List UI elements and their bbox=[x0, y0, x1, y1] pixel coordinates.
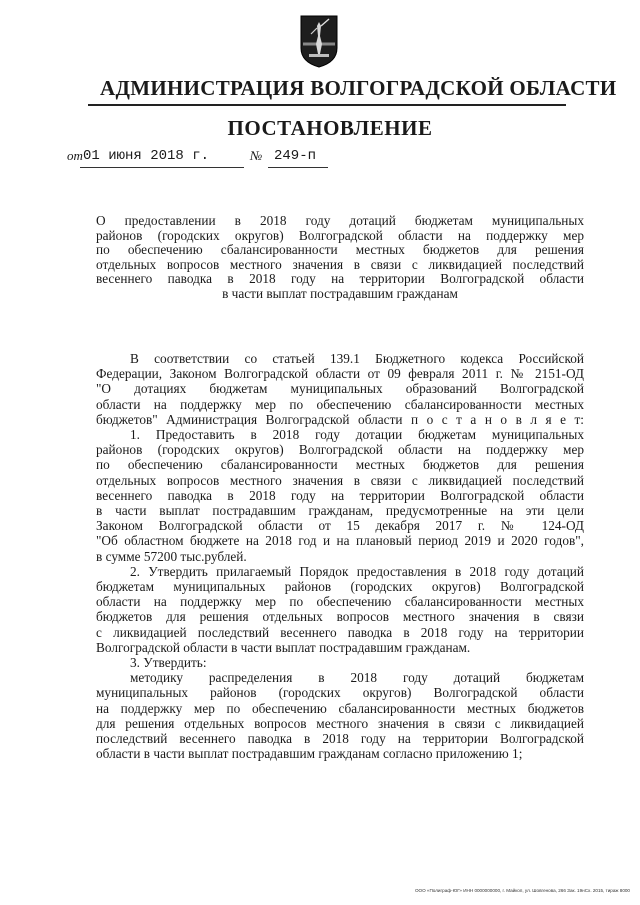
title-line: районов (городских округов) Волгоградской области на поддержку мер bbox=[96, 227, 584, 243]
body-line: "Об областном бюджете на 2018 год и на плановый период 2019 и 2020 годов", bbox=[96, 533, 584, 549]
body-line: весеннего паводка в 2018 году на территории Волгоградской области bbox=[96, 487, 584, 503]
body-line: области на поддержку мер по обеспечению сбалансированности местных bbox=[96, 396, 584, 412]
body-line: последствий весеннего паводка в 2018 году на территории Волгоградской bbox=[96, 731, 584, 747]
document-date: 01 июня 2018 г. bbox=[80, 148, 244, 168]
document-type-heading: ПОСТАНОВЛЕНИЕ bbox=[227, 116, 433, 140]
body-line: 1. Предоставить в 2018 году дотации бюджетам муниципальных bbox=[130, 427, 584, 443]
body-line: В соответствии со статьей 139.1 Бюджетного кодекса Российской bbox=[130, 351, 584, 366]
body-line: области на поддержку мер по обеспечению сбалансированности местных bbox=[96, 594, 584, 610]
body-line: Федерации, Законом Волгоградской области от 09 февраля 2011 г. № 2151-ОД bbox=[96, 366, 584, 382]
date-label: от bbox=[67, 148, 83, 163]
document-body bbox=[96, 351, 584, 761]
body-line: по обеспечению сбалансированности местных бюджетов для решения bbox=[96, 457, 584, 473]
body-line: "О дотациях бюджетам муниципальных образований Волгоградской bbox=[96, 381, 584, 397]
body-line: на поддержку мер по обеспечению сбалансированности местных бюджетов bbox=[96, 700, 584, 716]
title-line: отдельных вопросов местного значения в связи с ликвидацией последствий bbox=[96, 256, 584, 272]
title-line: в части выплат пострадавшим гражданам bbox=[222, 285, 458, 301]
body-line: для решения отдельных вопросов местного значения в связи с ликвидацией bbox=[96, 715, 584, 731]
organization-heading: АДМИНИСТРАЦИЯ ВОЛГОГРАДСКОЙ ОБЛАСТИ bbox=[100, 76, 617, 100]
title-line: О предоставлении в 2018 году дотаций бюджетам муниципальных bbox=[96, 213, 584, 228]
number-label: № bbox=[250, 148, 263, 163]
title-line: весеннего паводка в 2018 году на территории Волгоградской области bbox=[96, 271, 584, 287]
volgograd-coat-of-arms-emblem bbox=[299, 14, 339, 69]
document-title bbox=[96, 214, 584, 302]
document-number: 249-п bbox=[268, 148, 328, 168]
body-line: 2. Утвердить прилагаемый Порядок предоставления в 2018 году дотаций bbox=[130, 563, 584, 579]
body-line: бюджетов для решения отдельных вопросов местного значения в связи bbox=[96, 609, 584, 625]
body-line: бюджетам муниципальных районов (городских округов) Волгоградской bbox=[96, 579, 584, 595]
printer-imprint: ООО «Полиграф-ЮГ» ИНН 0000000000, г. Майкоп, ул. Шовгенова, 266 Зак. 19нСх. 2015, тираж 8000 bbox=[414, 888, 630, 893]
body-line: с ликвидацией последствий весеннего паводка в 2018 году на территории bbox=[96, 624, 584, 640]
body-line: области в части выплат пострадавшим гражданам согласно приложению 1; bbox=[96, 746, 523, 762]
body-line: бюджетов" Администрация Волгоградской области п о с т а н о в л я е т: bbox=[96, 411, 584, 427]
body-line: в сумме 57200 тыс.рублей. bbox=[96, 548, 247, 564]
body-line: Волгоградской области в части выплат пострадавшим гражданам. bbox=[96, 639, 471, 655]
body-line: 3. Утвердить: bbox=[130, 655, 207, 671]
heading-divider bbox=[88, 104, 566, 106]
body-line: в части выплат пострадавшим гражданам, предусмотренные на эти цели bbox=[96, 503, 584, 519]
body-line: муниципальных районов (городских округов) Волгоградской области bbox=[96, 685, 584, 701]
body-line: отдельных вопросов местного значения в связи с ликвидацией последствий bbox=[96, 472, 584, 488]
body-line: методику распределения в 2018 году дотаций бюджетам bbox=[130, 670, 584, 686]
body-line: районов (городских округов) Волгоградской области на поддержку мер bbox=[96, 442, 584, 458]
title-line: по обеспечению сбалансированности местных бюджетов для решения bbox=[96, 242, 584, 258]
body-line: Законом Волгоградской области от 15 декабря 2017 г. № 124-ОД bbox=[96, 518, 584, 534]
